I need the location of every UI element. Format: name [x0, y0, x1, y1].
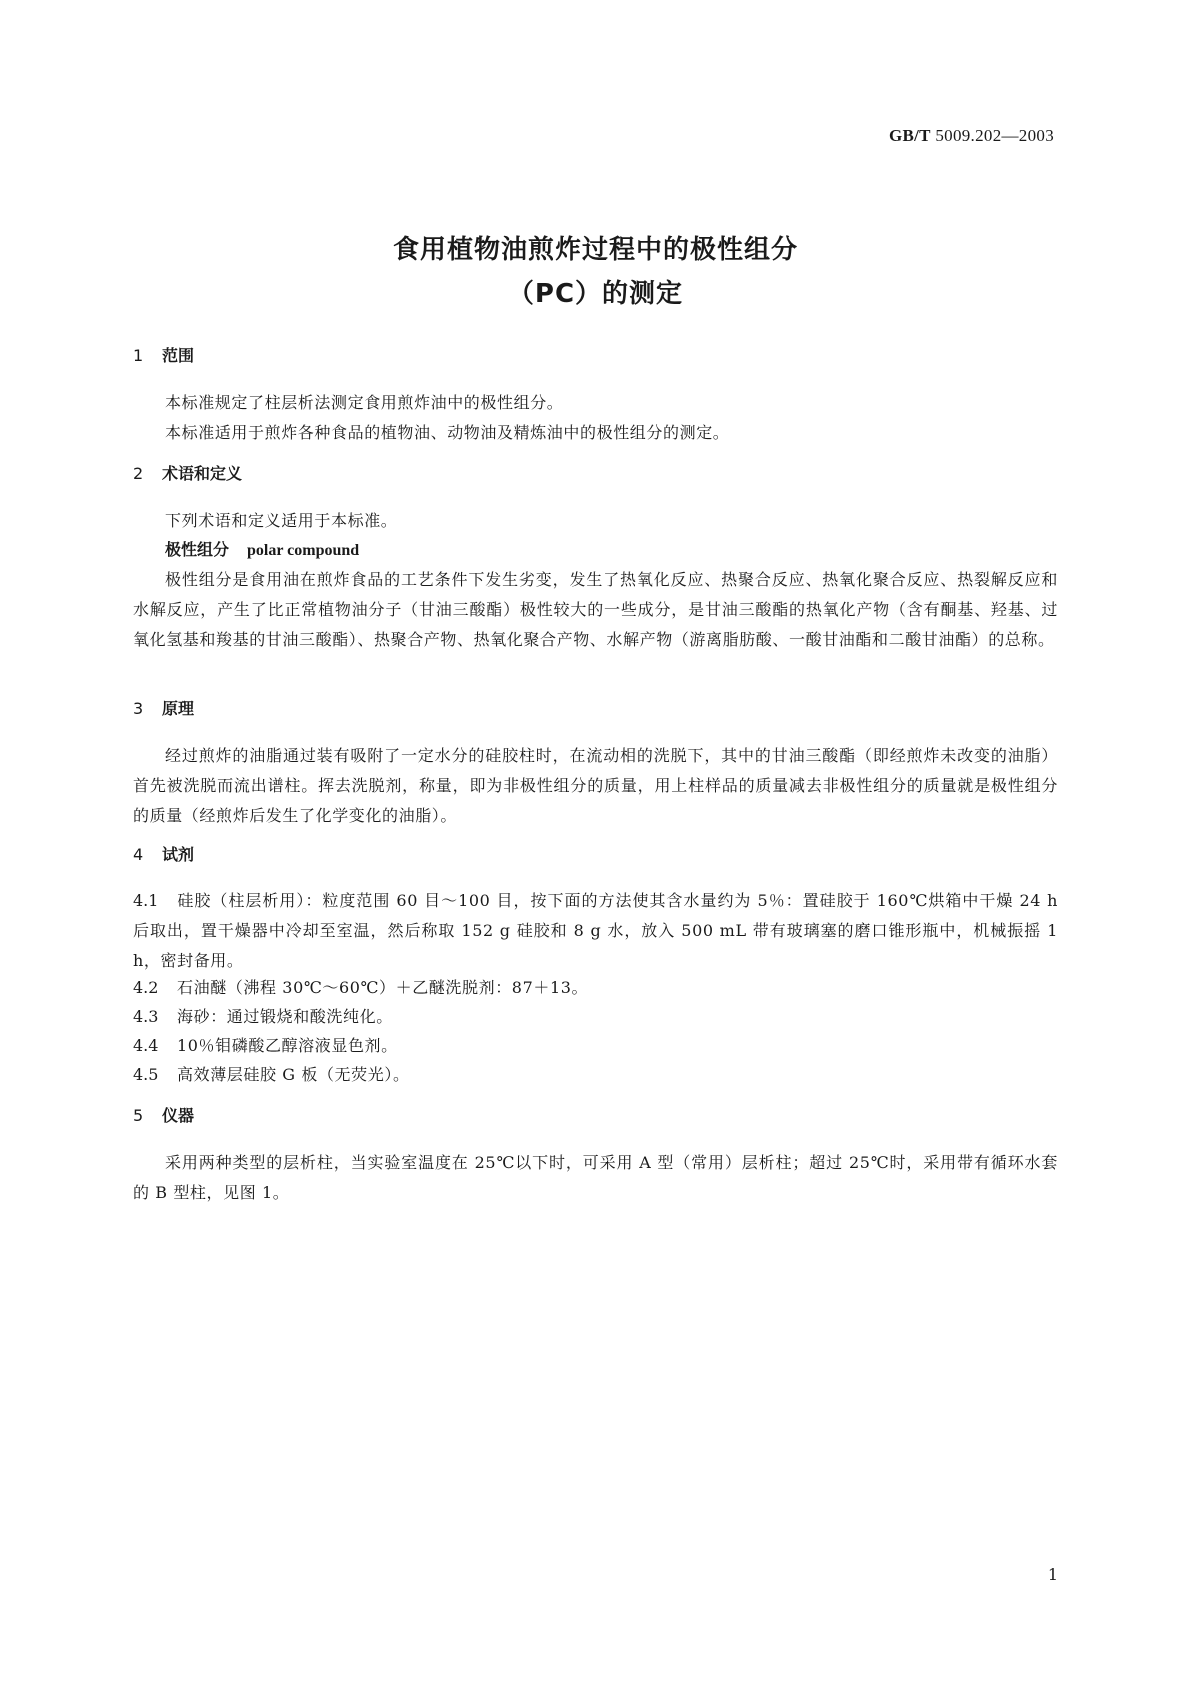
section-heading-reagents: [133, 843, 194, 867]
section-title: 试剂: [162, 845, 195, 864]
section-heading-scope: [133, 344, 194, 368]
reagent-item: [133, 1031, 1058, 1061]
term-chinese: 极性组分: [165, 540, 230, 559]
reagent-text: 10％钼磷酸乙醇溶液显色剂。: [177, 1036, 398, 1055]
section-number: 3: [133, 699, 144, 718]
reagent-number: 4.3: [133, 1007, 159, 1026]
reagent-number: 4.4: [133, 1036, 159, 1055]
section-title: 原理: [162, 699, 195, 718]
scope-paragraph-1: 本标准规定了柱层析法测定食用煎炸油中的极性组分。: [165, 393, 564, 412]
title-line-2: （PC）的测定: [507, 279, 684, 309]
term-english: polar compound: [247, 542, 360, 559]
scope-paragraph-2: 本标准适用于煎炸各种食品的植物油、动物油及精炼油中的极性组分的测定。: [165, 423, 730, 442]
reagent-number: 4.1: [133, 891, 159, 910]
section-title: 仪器: [162, 1106, 195, 1125]
standard-code: [889, 126, 1054, 146]
term-definition: 极性组分是食用油在煎炸食品的工艺条件下发生劣变，发生了热氧化反应、热聚合反应、热氧化聚合反应、热裂解反应和水解反应，产生了比正常植物油分子（甘油三酸酯）极性较大的一些成分，是甘油三酸酯的热氧化产物（含有酮基、羟基、过氧化氢基和羧基的甘油三酸酯）、热聚合产物、热氧化聚合产物、水解产物（游离脂肪酸、一酸甘油酯和二酸甘油酯）的总称。: [133, 570, 1058, 649]
page-number: 1: [1047, 1565, 1058, 1584]
term-entry: [165, 535, 359, 566]
reagent-text: 海砂：通过锻烧和酸洗纯化。: [177, 1007, 393, 1026]
reagent-text: 硅胶（柱层析用）：粒度范围 60 目～100 目，按下面的方法使其含水量约为 5％：置硅胶于 160℃烘箱中干燥 24 h 后取出，置干燥器中冷却至室温，然后称取 152 g 硅胶和 8 g 水，放入 500 mL 带有玻璃塞的磨口锥形瓶中，机械振摇 1 h，密封备用。: [133, 891, 1058, 970]
reagent-number: 4.5: [133, 1065, 159, 1084]
section-heading-principle: [133, 697, 194, 721]
document-title: [0, 228, 1191, 316]
terms-intro: 下列术语和定义适用于本标准。: [165, 511, 398, 530]
reagent-item: [133, 1060, 1058, 1090]
reagent-number: 4.2: [133, 978, 159, 997]
section-number: 5: [133, 1106, 144, 1125]
standard-code-number: 5009.202—2003: [930, 126, 1054, 145]
principle-paragraph: 经过煎炸的油脂通过装有吸附了一定水分的硅胶柱时，在流动相的洗脱下，其中的甘油三酸酯（即经煎炸未改变的油脂）首先被洗脱而流出谱柱。挥去洗脱剂，称量，即为非极性组分的质量，用上柱样品的质量减去非极性组分的质量就是极性组分的质量（经煎炸后发生了化学变化的油脂）。: [133, 746, 1058, 825]
section-heading-apparatus: [133, 1104, 194, 1128]
reagent-text: 高效薄层硅胶 G 板（无荧光）。: [177, 1065, 410, 1084]
title-line-1: 食用植物油煎炸过程中的极性组分: [392, 235, 798, 265]
section-number: 1: [133, 346, 144, 365]
section-title: 范围: [162, 346, 195, 365]
section-number: 2: [133, 464, 144, 483]
reagent-item: [133, 886, 1058, 976]
apparatus-paragraph: 采用两种类型的层析柱，当实验室温度在 25℃以下时，可采用 A 型（常用）层析柱；超过 25℃时，采用带有循环水套的 B 型柱，见图 1。: [133, 1153, 1058, 1202]
standard-code-prefix: GB/T: [888, 126, 931, 145]
section-title: 术语和定义: [162, 464, 243, 483]
reagent-item: [133, 973, 1058, 1003]
section-heading-terms: [133, 462, 242, 486]
section-number: 4: [133, 845, 144, 864]
reagent-item: [133, 1002, 1058, 1032]
reagent-text: 石油醚（沸程 30℃～60℃）＋乙醚洗脱剂：87＋13。: [177, 978, 589, 997]
